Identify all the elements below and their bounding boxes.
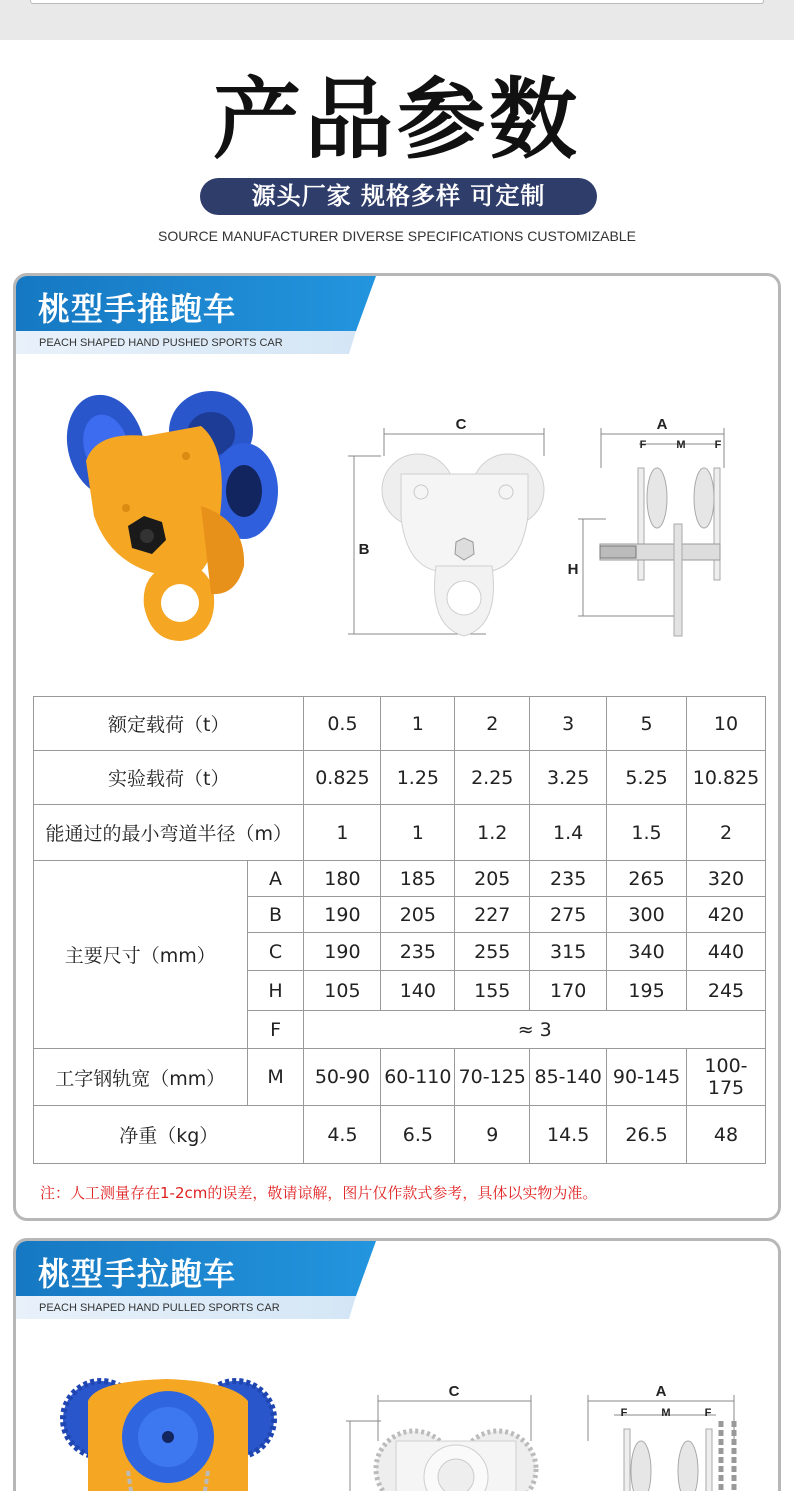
row-min-radius	[34, 805, 766, 861]
section-title-english: PEACH SHAPED HAND PUSHED SPORTS CAR	[39, 337, 283, 349]
product-card-pushed	[13, 273, 781, 1221]
cell: 2	[455, 697, 530, 751]
cell: 50-90	[304, 1049, 381, 1106]
cell: 9	[455, 1106, 530, 1164]
row-dim-a	[34, 861, 766, 897]
rail-width-label: 工字钢轨宽（mm）	[34, 1049, 248, 1106]
dim-label-f-left: F	[639, 439, 647, 451]
cell: 100-175	[686, 1049, 765, 1106]
dim-label-f-right: F	[714, 439, 722, 451]
cell: 1.2	[455, 805, 530, 861]
cell: 265	[607, 861, 687, 897]
cell: 26.5	[607, 1106, 687, 1164]
cell: 205	[455, 861, 530, 897]
cell: 14.5	[530, 1106, 607, 1164]
cell: 190	[304, 933, 381, 971]
cell: 1.25	[381, 751, 455, 805]
cell: 2.25	[455, 751, 530, 805]
dim-key: F	[247, 1011, 304, 1049]
cell: 255	[455, 933, 530, 971]
cell: 0.825	[304, 751, 381, 805]
cell: 205	[381, 897, 455, 933]
page-title: 产品参数	[212, 68, 581, 171]
top-strip-edge	[30, 0, 764, 4]
spec-table	[33, 696, 766, 1164]
cell: 1	[381, 697, 455, 751]
dim-label-c: C	[448, 1383, 460, 1400]
cell: 1.4	[530, 805, 607, 861]
rated-load-label: 额定载荷（t）	[34, 697, 304, 751]
trolley-product-image	[16, 276, 781, 696]
product-card-pulled	[13, 1238, 781, 1491]
section-title: 桃型手推跑车	[38, 290, 237, 328]
dim-label-h: H	[567, 561, 579, 578]
cell: 440	[686, 933, 765, 971]
cell: 60-110	[381, 1049, 455, 1106]
dim-label-m: M	[676, 439, 686, 451]
cell: 1	[381, 805, 455, 861]
cell: 70-125	[455, 1049, 530, 1106]
dim-key: C	[247, 933, 304, 971]
dim-key: A	[247, 861, 304, 897]
cell: 0.5	[304, 697, 381, 751]
cell: 10.825	[686, 751, 765, 805]
dim-label-c: C	[455, 416, 467, 433]
dim-label-m: M	[661, 1407, 671, 1419]
dim-label-f-right: F	[704, 1407, 712, 1419]
cell: 275	[530, 897, 607, 933]
cell: 227	[455, 897, 530, 933]
cell: 90-145	[607, 1049, 687, 1106]
dim-label-a: A	[655, 1383, 667, 1400]
subtitle-pill: 源头厂家 规格多样 可定制	[200, 178, 597, 215]
cell: 2	[686, 805, 765, 861]
row-test-load	[34, 751, 766, 805]
dim-label-b: B	[358, 541, 370, 558]
f-value: ≈ 3	[304, 1011, 766, 1049]
dim-label-a: A	[656, 416, 668, 433]
cell: 245	[686, 971, 765, 1011]
cell: 180	[304, 861, 381, 897]
cell: 1.5	[607, 805, 687, 861]
cell: 340	[607, 933, 687, 971]
section-title-english: PEACH SHAPED HAND PULLED SPORTS CAR	[39, 1302, 280, 1314]
test-load-label: 实验载荷（t）	[34, 751, 304, 805]
cell: 85-140	[530, 1049, 607, 1106]
dim-key: H	[247, 971, 304, 1011]
dim-label-f-left: F	[620, 1407, 628, 1419]
net-weight-label: 净重（kg）	[34, 1106, 304, 1164]
cell: 1	[304, 805, 381, 861]
subtitle-english: SOURCE MANUFACTURER DIVERSE SPECIFICATIONS CUSTOMIZABLE	[158, 228, 636, 244]
cell: 6.5	[381, 1106, 455, 1164]
min-radius-label: 能通过的最小弯道半径（m）	[34, 805, 304, 861]
section-title: 桃型手拉跑车	[38, 1255, 237, 1293]
cell: 300	[607, 897, 687, 933]
disclaimer-note: 注：人工测量存在1-2cm的误差，敬请谅解，图片仅作款式参考，具体以实物为准。	[40, 1184, 598, 1202]
dim-key: M	[247, 1049, 304, 1106]
cell: 420	[686, 897, 765, 933]
top-strip	[0, 0, 794, 40]
cell: 235	[381, 933, 455, 971]
row-rail-width	[34, 1049, 766, 1106]
cell: 320	[686, 861, 765, 897]
row-rated-load	[34, 697, 766, 751]
cell: 4.5	[304, 1106, 381, 1164]
cell: 105	[304, 971, 381, 1011]
cell: 140	[381, 971, 455, 1011]
cell: 315	[530, 933, 607, 971]
cell: 5	[607, 697, 687, 751]
pulled-trolley-image	[16, 1241, 781, 1491]
row-net-weight	[34, 1106, 766, 1164]
cell: 155	[455, 971, 530, 1011]
cell: 195	[607, 971, 687, 1011]
cell: 3	[530, 697, 607, 751]
cell: 190	[304, 897, 381, 933]
cell: 185	[381, 861, 455, 897]
cell: 3.25	[530, 751, 607, 805]
main-dims-label: 主要尺寸（mm）	[34, 861, 248, 1049]
cell: 170	[530, 971, 607, 1011]
cell: 235	[530, 861, 607, 897]
dim-key: B	[247, 897, 304, 933]
cell: 5.25	[607, 751, 687, 805]
cell: 10	[686, 697, 765, 751]
cell: 48	[686, 1106, 765, 1164]
